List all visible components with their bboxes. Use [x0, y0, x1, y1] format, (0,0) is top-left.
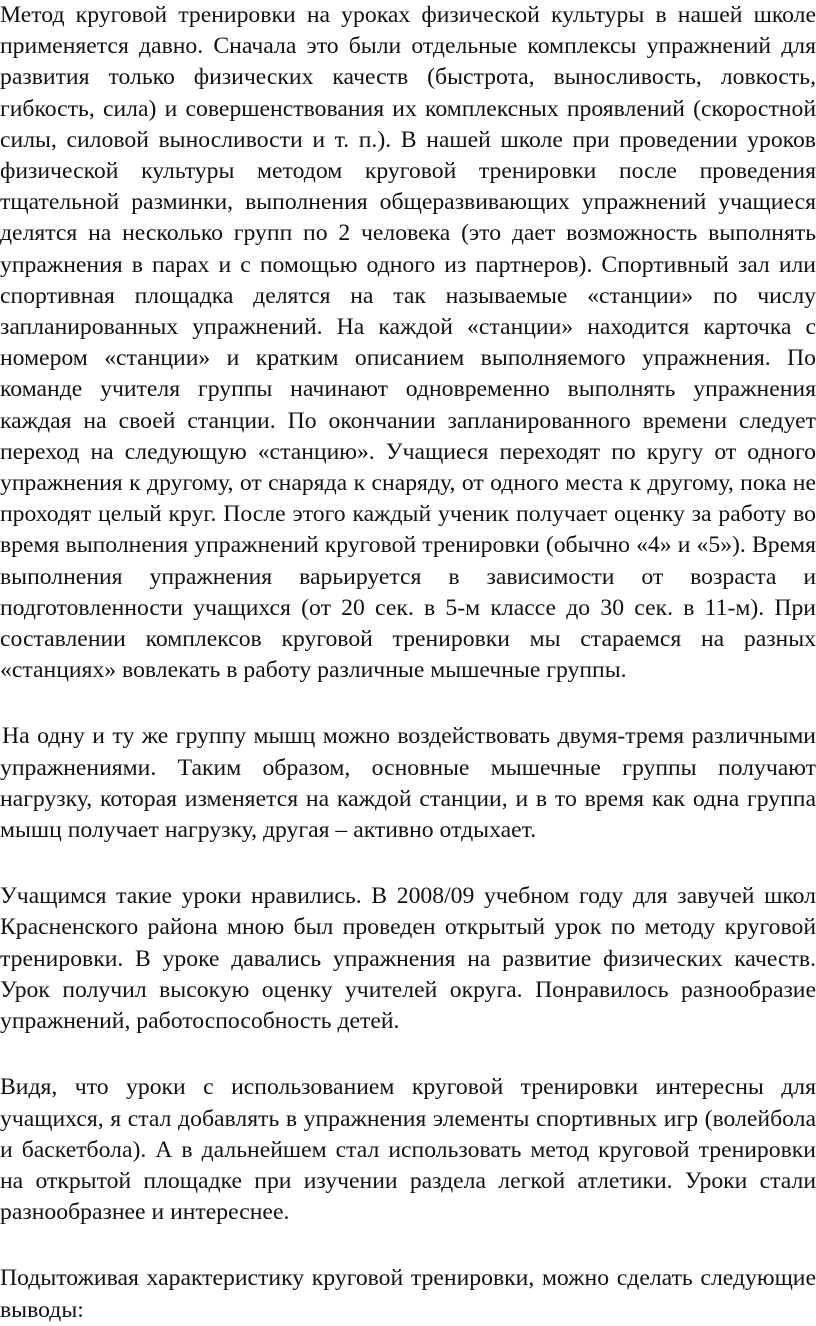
paragraph-circuit-training-method: Метод круговой тренировки на уроках физической культуры в нашей школе применяется давно. Сначала это были отдельные комплексы упражнений для развития только физических качеств (быстрота, выносливость, ловкость, гибкость, сила) и совершенствования их комплексных проявлений (скоростной силы, силовой выносливости и т. п.). В нашей школе при проведении уроков физической культуры методом круговой тренировки после проведения тщательной разминки, выполнения общеразвивающих упражнений учащиеся делятся на несколько групп по 2 человека (это дает возможность выполнять упражнения в парах и с помощью одного из партнеров). Спортивный зал или спортивная площадка делятся на так называемые «станции» по числу запланированных упражнений. На каждой «станции» находится карточка с номером «станции» и кратким описанием выполняемого упражнения. По команде учителя группы начинают одновременно выполнять упражнения каждая на своей станции. По окончании запланированного времени следует переход на следующую «станцию». Учащиеся переходят по кругу от одного упражнения к другому, от снаряда к снаряду, от одного места к другому, пока не проходят целый круг. После этого каждый ученик получает оценку за работу во время выполнения упражнений круговой тренировки (обычно «4» и «5»). Время выполнения упражнения варьируется в зависимости от возраста и подготовленности учащихся (от 20 сек. в 5-м классе до 30 сек. в 11-м). При составлении комплексов круговой тренировки мы стараемся на разных «станциях» вовлекать в работу различные мышечные группы. — [0, 2, 816, 684]
paragraph-conclusions-intro: Подытоживая характеристику круговой тренировки, можно сделать следующие выводы: — [0, 1265, 816, 1323]
paragraph-open-lesson: Учащимся такие уроки нравились. В 2008/09 учебном году для завучей школ Красненского района мною был проведен открытый урок по методу круговой тренировки. В уроке давались упражнения на развитие физических качеств. Урок получил высокую оценку учителей округа. Понравилось разнообразие упражнений, работоспособность детей. — [0, 883, 816, 1035]
paragraph-muscle-groups: На одну и ту же группу мышц можно воздействовать двумя-тремя различными упражнениями. Таким образом, основные мышечные группы получают нагрузку, которая изменяется на каждой станции, и в то время как одна группа мышц получает нагрузку, другая – активно отдыхает. — [0, 723, 816, 844]
paragraph-sports-games: Видя, что уроки с использованием круговой тренировки интересны для учащихся, я стал добавлять в упражнения элементы спортивных игр (волейбола и баскетбола). А в дальнейшем стал использовать метод круговой тренировки на открытой площадке при изучении раздела легкой атлетики. Уроки стали разнообразнее и интереснее. — [0, 1074, 816, 1226]
